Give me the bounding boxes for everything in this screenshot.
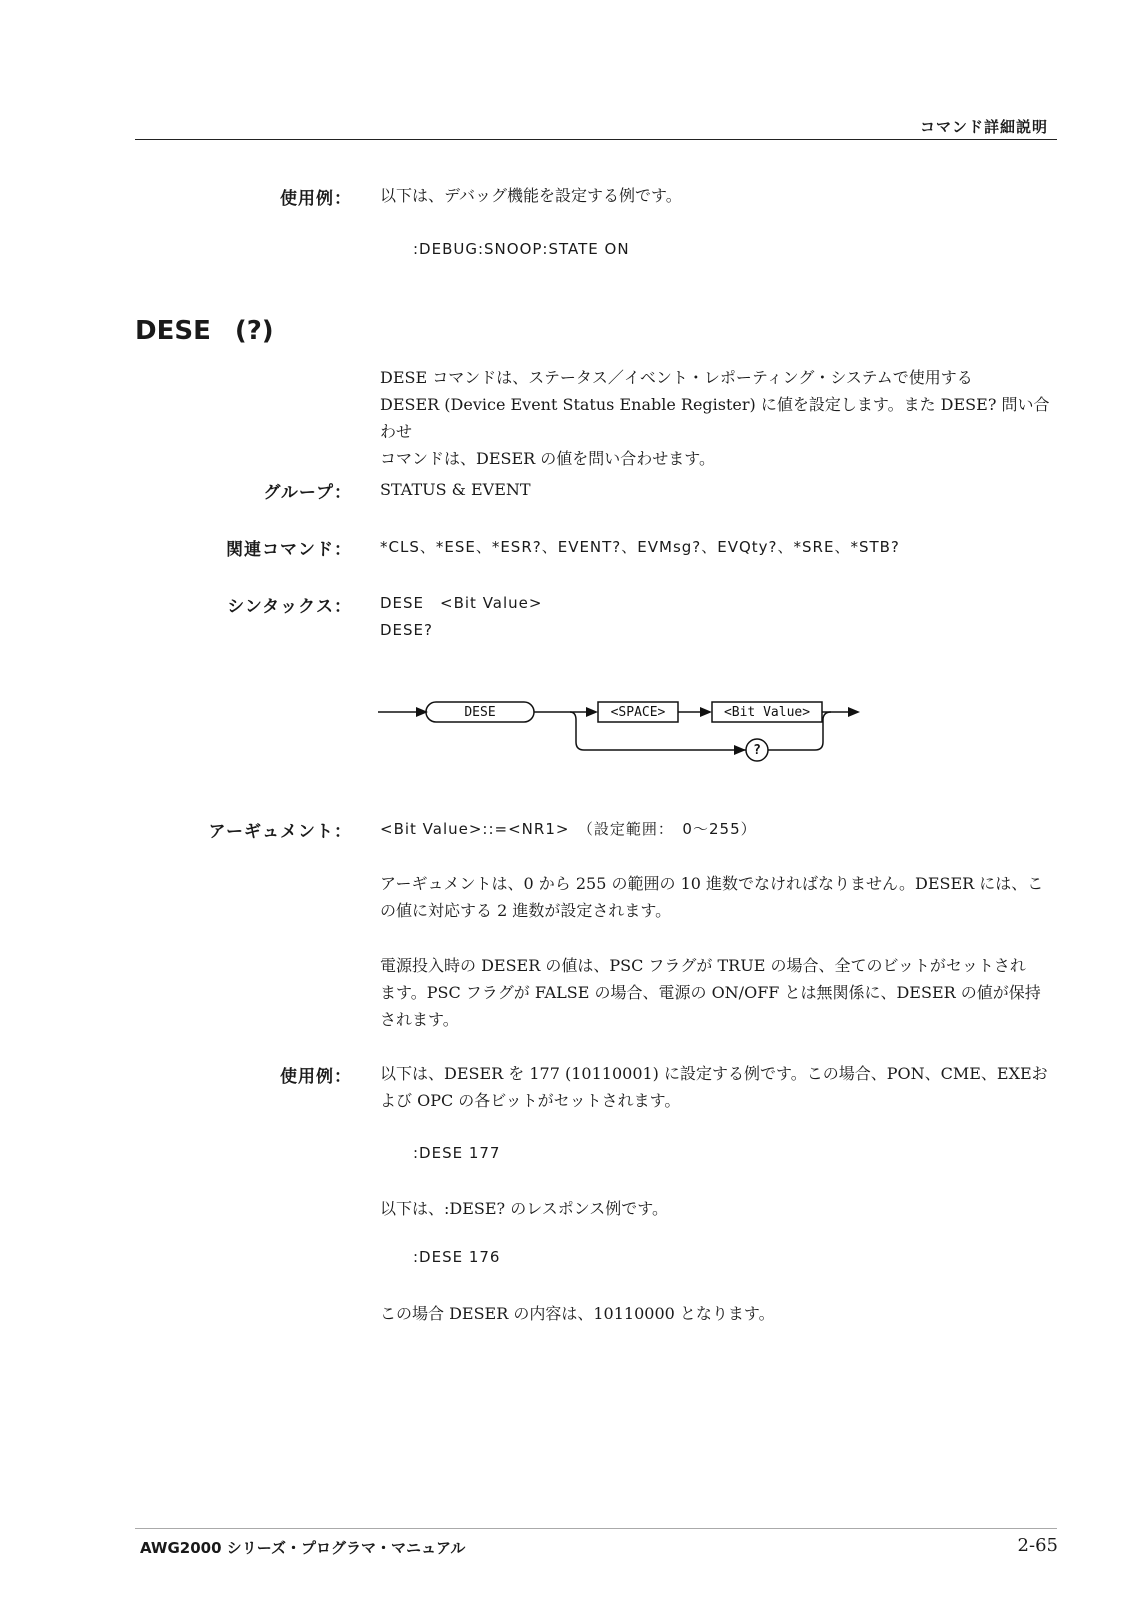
argument-paragraph-2: 電源投入時の DESER の値は、PSC フラグが TRUE の場合、全てのビットがセットされ ます。PSC フラグが FALSE の場合、電源の ON/OFF とは無関係に、DESER の値が保持 されます。 (380, 956, 1041, 1029)
description-line: コマンドは、DESER の値を問い合わせます。 (380, 449, 716, 468)
description-line: DESE コマンドは、ステータス／イベント・レポーティング・システムで使用する (380, 368, 973, 387)
footer-rule (135, 1528, 1057, 1529)
response-code: :DESE 176 (413, 1248, 501, 1266)
command-query-flag: (?) (234, 316, 274, 346)
page-number: 2-65 (1017, 1535, 1058, 1556)
example-code: :DESE 177 (413, 1144, 501, 1162)
command-heading (135, 316, 274, 346)
group-label: グループ： (263, 483, 352, 503)
syntax-label: シンタックス： (227, 597, 352, 617)
argument-definition: <Bit Value>::=<NR1> （設定範囲： 0～255） (380, 820, 757, 838)
response-example-text: 以下は、:DESE? のレスポンス例です。 (380, 1199, 668, 1218)
related-commands: *CLS、*ESE、*ESR?、EVENT?、EVMsg?、EVQty?、*SRE、*STB? (380, 538, 900, 556)
syntax-line: DESE <Bit Value> (380, 594, 543, 612)
example-code: :DEBUG:SNOOP:STATE ON (413, 240, 630, 258)
running-header: コマンド詳細説明 (919, 118, 1048, 136)
command-description (380, 364, 1057, 472)
syntax-diagram (370, 690, 880, 780)
related-label: 関連コマンド： (226, 540, 352, 560)
diagram-query-circle: ? (753, 743, 761, 758)
diagram-space-box: <SPACE> (610, 705, 666, 720)
group-value: STATUS & EVENT (380, 480, 531, 499)
example-label: 使用例： (280, 1067, 352, 1087)
syntax-block (380, 590, 1057, 644)
syntax-line: DESE? (380, 621, 433, 639)
command-name: DESE (135, 316, 211, 346)
description-line: DESER (Device Event Status Enable Register) に値を設定します。また DESE? 問い合わせ (380, 395, 1050, 441)
example-label: 使用例： (280, 189, 352, 209)
example-text: 以下は、デバッグ機能を設定する例です。 (380, 186, 682, 205)
example-text: 以下は、DESER を 177 (10110001) に設定する例です。この場合、PON、CME、EXEお よび OPC の各ビットがセットされます。 (380, 1064, 1048, 1110)
diagram-command-box: DESE (464, 705, 496, 720)
arguments-label: アーギュメント： (208, 822, 352, 842)
footer-title: AWG2000 シリーズ・プログラマ・マニュアル (140, 1539, 466, 1557)
header-rule (135, 139, 1057, 140)
result-text: この場合 DESER の内容は、10110000 となります。 (380, 1304, 775, 1323)
diagram-argument-box: <Bit Value> (723, 705, 811, 720)
argument-paragraph-1: アーギュメントは、0 から 255 の範囲の 10 進数でなければなりません。DESER には、こ の値に対応する 2 進数が設定されます。 (380, 874, 1044, 920)
